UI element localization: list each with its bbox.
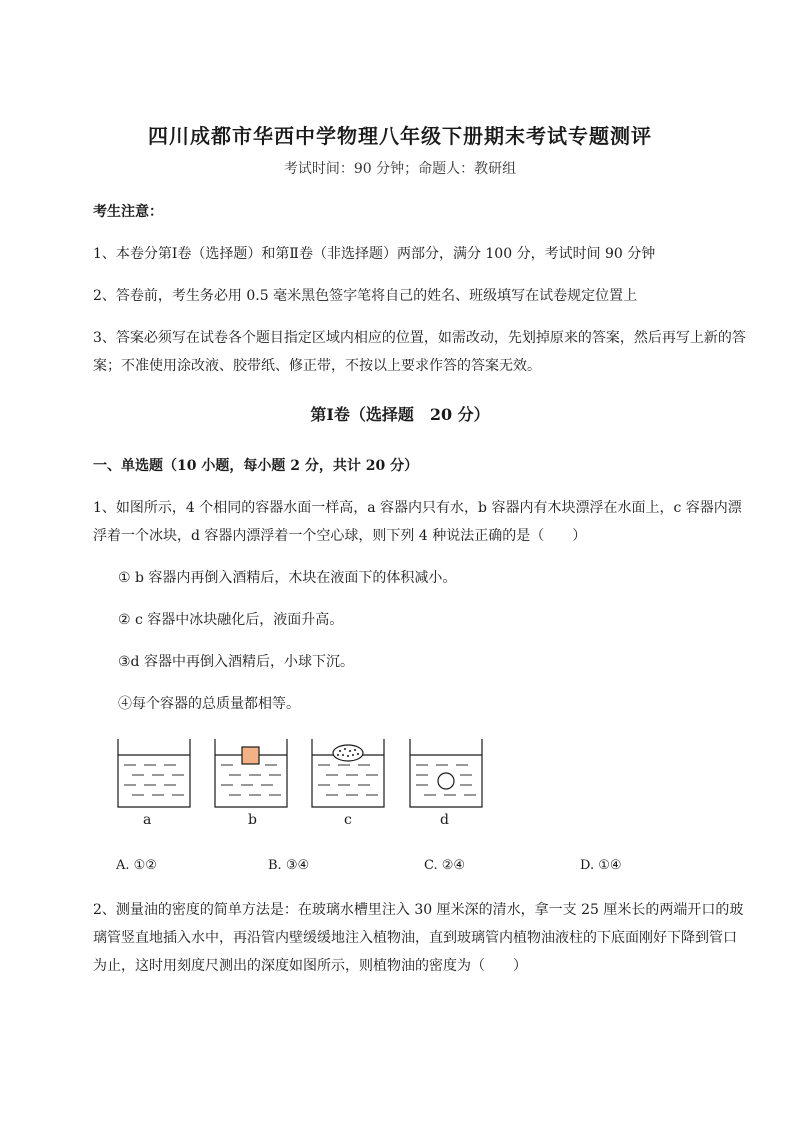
figure-label-a: a: [143, 812, 152, 828]
notice-item-1: 1、本卷分第Ⅰ卷（选择题）和第Ⅱ卷（非选择题）两部分，满分 100 分，考试时间 90 分钟: [93, 246, 656, 262]
q1-statement-1: ① b 容器内再倒入酒精后，木块在液面下的体积减小。: [118, 570, 457, 586]
page-subtitle: 考试时间：90 分钟；命题人：教研组: [283, 161, 517, 177]
notice-item-3: 3、答案必须写在试卷各个题目指定区域内相应的位置，如需改动，先划掉原来的答案，然后再写上新的答案；不准使用涂改液、胶带纸、修正带，不按以上要求作答的答案无效。: [93, 330, 746, 374]
q1-option-b[interactable]: B. ③④: [268, 858, 310, 873]
q1-statement-3: ③d 容器中再倒入酒精后，小球下沉。: [118, 654, 354, 670]
ice-block: [333, 745, 363, 761]
part-heading: 一、单选题（10 小题，每小题 2 分，共计 20 分）: [93, 458, 419, 474]
q1-option-c[interactable]: C. ②④: [424, 858, 466, 873]
wood-block: [242, 747, 259, 764]
q1-statement-2: ② c 容器中冰块融化后，液面升高。: [118, 612, 344, 628]
figure-label-c: c: [344, 812, 352, 828]
notice-heading: 考生注意：: [93, 204, 163, 220]
q1-statement-4: ④每个容器的总质量都相等。: [118, 696, 300, 712]
figure-label-b: b: [248, 812, 257, 828]
container-d: [410, 739, 482, 807]
hollow-ball: [438, 773, 454, 789]
question-1-stem: 1、如图所示，4 个相同的容器水面一样高，a 容器内只有水，b 容器内有木块漂浮在水面上，c 容器内漂浮着一个冰块，d 容器内漂浮着一个空心球，则下列 4 种说法正确的是（ ）: [93, 500, 742, 544]
q1-option-d[interactable]: D. ①④: [580, 858, 622, 873]
notice-item-2: 2、答卷前，考生务必用 0.5 毫米黑色签字笔将自己的姓名、班级填写在试卷规定位置上: [93, 288, 638, 304]
q1-option-a[interactable]: A. ①②: [116, 858, 157, 873]
figure-label-d: d: [440, 812, 449, 828]
section-title: 第Ⅰ卷（选择题 20 分）: [310, 405, 490, 424]
question-2-stem: 2、测量油的密度的简单方法是：在玻璃水槽里注入 30 厘米深的清水，拿一支 25 厘米长的两端开口的玻璃管竖直地插入水中，再沿管内壁缓缓地注入植物油，直到玻璃管内植物油液柱的下底面刚好下降到管口为止，这时用刻度尺测出的深度如图所示，则植物油的密度为（ ）: [93, 902, 744, 974]
container-b: [215, 739, 287, 807]
container-c: [312, 739, 384, 807]
page-title: 四川成都市华西中学物理八年级下册期末考试专题测评: [148, 124, 652, 148]
container-a: [118, 739, 190, 807]
